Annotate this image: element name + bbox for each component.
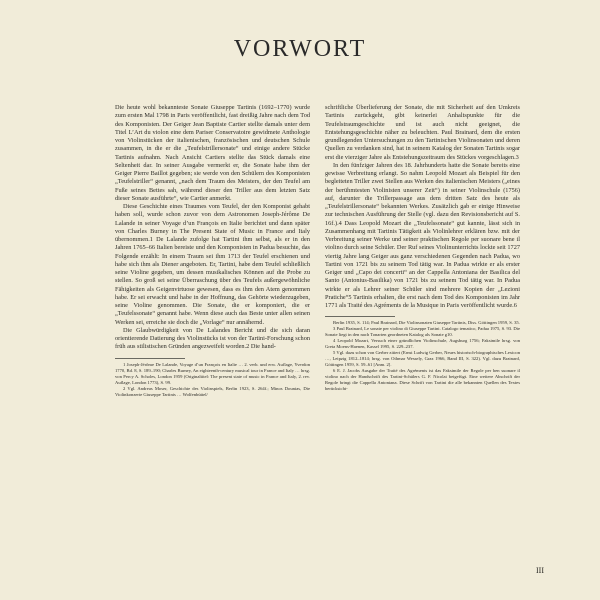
footnote: 5 Vgl. dazu schon von Gerber zitiert (Ernst Ludwig Gerber, Neues historisch-biographisches Lexicon …, Leipzig 1812–1814; hrsg. von Othmar Wessely, Graz 1966, Band III, S. 322). Vgl. dazu Brainard, Göttingen 1959, S. 59–61 [Anm. 2]. [325, 350, 520, 368]
footnote: Berlin 1935, S. 114; Paul Brainard, Die Violinsonaten Giuseppe Tartinis, Diss. Göttingen 1959, S. 35. [333, 320, 520, 326]
footnote-divider [325, 316, 395, 317]
footnote: 3 Paul Brainard, Le sonate per violino di Giuseppe Tartini. Catalogo tematico, Padua 1975, S. 93. Die Sonate liegt in den nach Tonarten geordneten Katalog als Sonate g10. [325, 326, 520, 338]
page-title: VORWORT [233, 36, 367, 62]
footnote-divider [115, 358, 185, 359]
footnote: 4 Leopold Mozart, Versuch einer gründlichen Violinschule, Augsburg 1756; Faksimile hrsg. von Greta Moens-Haenen, Kassel 1995, S. 229–237. [325, 338, 520, 350]
footnote: 6 E. J. Jacobs Ausgabe der Traité des Agréments ist das Faksimile der Regole per ben suonare il violino nach der Handschrift des Tartini-Schülers G. F. Nicolai beigefügt. Eine weitere Abschrift der Regole bringt die Cappella Antoniana. Diese Schrift von Tartini die alle bekannten Quellen des Textes berücksicht- [325, 368, 520, 392]
footnote: 1 Joseph-Jérôme De Lalande, Voyage d’un François en Italie … 2. verb. und erw. Auflage, Yverdon 1770, Bd. 8, S. 189–190; Charles Burney, An eighteenth-century musical tour in France and Italy … hrsg. von Percy A. Scholes, London 1959 (Originaltitel: The present state of music in France and Italy, 2. rev. Auflage, London 1773), S. 99. [115, 361, 310, 385]
body-paragraph: Die Glaubwürdigkeit von De Lalandes Bericht und die sich daran orientierende Datierung des Violinstücks ist von der Tartini-Forschung schon früh aus stilistischen Gründen angezweifelt worden.2 Die hand- [115, 326, 310, 351]
body-paragraph: In den fünfziger Jahren des 18. Jahrhunderts hatte die Sonate bereits eine gewisse Verbreitung erlangt. So nahm Leopold Mozart als Beispiel für den begleiteten Triller zwei Stellen aus Werken des italienischen Meisters („eines der berühmtesten Violinisten unserer Zeit“) in seiner Violinschule (1756) auf, darunter die Trillerpassage aus dem dritten Satz des heute als „Teufelstrillersonate“ bekannten Werkes. Zusätzlich gab er einige Hinweise zur technischen Ausführung der Stelle (vgl. dazu den Revisionsbericht auf S. 16f.).4 Dass Leopold Mozart die „Teufelssonate“ gut kannte, lässt sich in Zusammenhang mit Tartinis Tätigkeit als Violinlehrer erklären bzw. mit der Verbreitung seiner Werke und seiner praktischen Regole per suonare bene il violino durch seine Schüler. Der Ruf seines Violinunterrichts lockte seit 1727 viertig Jahre lang Geiger aus ganz verschiedenen Gegenden nach Padua, wo Tartini von 1721 bis zu seinem Tod tätig war. In Padua wirkte er als erster Geiger und „Capo dei concerti“ an der Cappella Antoniana der Basilica del Santo (Antonius-Basilika) von 1721 bis zu seinem Tod tätig war. In Padua wirkte er als Lehrer seiner Schüler sind mehrere Kopien der „Lezioni Pratiche“5 Tartinis erhalten, die erst nach dem Tod des Komponisten im Jahr 1771 als Traité des Agréments de la Musique in Paris veröffentlicht wurde.6 [325, 161, 520, 309]
body-paragraph: Die heute wohl bekannteste Sonate Giuseppe Tartinis (1692–1770) wurde zum ersten Mal 1798 in Paris veröffentlicht, fast dreißig Jahre nach dem Tod des Komponisten. Der Geiger Jean Baptiste Cartier stellte damals unter dem Titel L’Art du violon eine dem Pariser Conservatoire gewidmete Anthologie von Violinstücken der italienischen, französischen und deutschen Schule zusammen, in die er die „Teufelstrillersonate“ und einige andere Stücke Tartinis aufnahm. Nach Ansicht Cartiers stellte das Stück damals eine Seltenheit dar. In seiner Ausgabe vermerkt er, die Sonate habe ihm der Geiger Pierre Baillot gegeben; sie werde von den Schülern des Komponisten „Teufelstriller“ genannt, „nach dem Traum des Meisters, der den Teufel am Fuße seines Bettes sah, während dieser den Triller aus dem letzten Satz dieser Sonate ausführte“, wie Cartier anmerkt. [115, 104, 310, 202]
body-paragraph: schriftliche Überlieferung der Sonate, die mit Sicherheit auf den Umkreis Tartinis zurückgeht, gibt keinerlei Anhaltspunkte für die Teufelstraumgeschichte und ist auch nicht geeignet, die Entstehungsgeschichte näher zu beleuchten. Paul Brainard, dem die ersten grundlegenden Untersuchungen zu den Tartinischen Violinsonaten und deren Quellen zu verdanken sind, hat in seinem Katalog der Sonaten Tartinis sogar erst die vierziger Jahre als Entstehungszeitraum des Stückes vorgeschlagen.3 [325, 104, 520, 161]
page-number: III [536, 566, 544, 575]
left-column [115, 104, 310, 398]
footnote: 2 Vgl. Andreas Moser, Geschichte des Violinspiels, Berlin 1923, S. 264f.; Minos Dounias, Die Violinkonzerte Giuseppe Tartinis … Wolfenbüttel/ [115, 385, 310, 397]
body-paragraph: Diese Geschichte eines Traumes vom Teufel, der den Komponist gehabt haben soll, wurde schon zuvor von dem Astronomen Joseph-Jérôme De Lalande in seiner Voyage d’un François en Italie berichtet und dann später von Charles Burney in The Present State of Music in France and Italy übernommen.1 De Lalande zufolge hat Tartini ihm selbst, als er in den Jahren 1765–66 Italien bereiste und den Komponisten in Padua besuchte, das Folgende erzählt: In einem Traum sei ihm 1713 der Teufel erschienen und habe sich ihm als Diener angeboten. Er, Tartini, habe dem Teufel schließlich seine Violine gegeben, um dessen musikalisches Können auf die Probe zu stellen. So groß sei seine Überraschung über des Teufels außergewöhnliche Fähigkeiten als Geigenvirtuose gewesen, dass es ihm den Atem genommen habe. Er sei erwacht und habe in der Hoffnung, das Gehörte wiederzugeben, seine Violine genommen. Die Sonate, die er komponiert, die er „Teufelssonate“ genannt habe. Wenn diese auch das Beste unter allen seinen Werken sei, erreiche sie doch die „Vorlage“ nur annähernd. [115, 203, 310, 326]
right-column [325, 104, 520, 392]
